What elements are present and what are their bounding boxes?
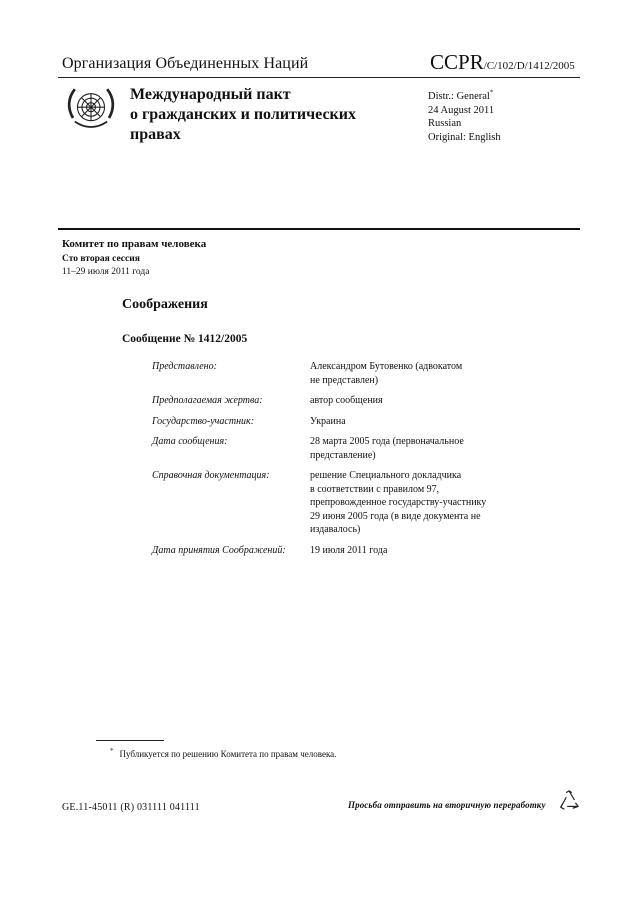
detail-value: автор сообщения [310,395,383,406]
footnote-rule [96,740,164,741]
distribution-block [428,90,501,144]
detail-row [152,360,532,394]
distr-footnote-mark: * [489,88,494,97]
communication-number: Сообщение № 1412/2005 [122,333,248,345]
document-symbol [430,50,575,75]
original-language: Original: English [428,131,501,143]
symbol-main: CCPR [430,50,484,74]
footnote-text: Публикуется по решению Комитета по правам человека. [119,749,337,759]
detail-value: Александром Бутовенко (адвокатом не представлен) [310,361,463,386]
detail-row [152,394,532,415]
footnote [110,747,336,759]
issue-date: 24 August 2011 [428,104,495,116]
session-name: Сто вторая сессия [62,254,140,264]
covenant-title [130,85,356,145]
detail-value: решение Специального докладчика в соответствии с правилом 97, препровожденное государству-участнику 29 июня 2005 года (в виде документа не издавалось) [310,470,487,535]
detail-label: Дата сообщения: [152,436,228,447]
distr-text: Distr.: General [428,91,490,102]
distr-line [428,90,501,104]
communication-details-table [152,360,532,564]
section-rule [58,228,580,230]
language: Russian [428,118,462,129]
detail-value: 28 марта 2005 года (первоначальное представление) [310,436,464,461]
recycle-text: Просьба отправить на вторичную переработку [348,800,546,810]
detail-value: Украина [310,415,346,427]
covenant-title-line: о гражданских и политических [130,106,356,123]
symbol-suffix: /C/102/D/1412/2005 [483,60,575,72]
covenant-title-line: правах [130,126,181,143]
detail-value: 19 июля 2011 года [310,544,388,556]
footnote-mark: * [110,747,114,755]
detail-row [152,544,532,565]
detail-row [152,435,532,469]
committee-name: Комитет по правам человека [62,238,207,250]
session-dates: 11–29 июля 2011 года [62,267,150,277]
un-emblem-icon [64,82,118,136]
recycle-icon [558,789,580,811]
detail-label: Справочная документация: [152,470,270,481]
detail-row [152,415,532,436]
detail-row [152,469,532,544]
detail-label: Дата принятия Соображений: [152,544,286,556]
header-rule [58,77,580,78]
detail-label: Государство-участник: [152,415,255,427]
job-number: GE.11-45011 (R) 031111 041111 [62,802,200,813]
detail-label: Предполагаемая жертва: [152,395,263,406]
detail-label: Представлено: [152,361,217,372]
page-title: Соображения [122,297,208,312]
organization-name: Организация Объединенных Наций [62,55,309,72]
covenant-title-line: Международный пакт [130,86,291,103]
